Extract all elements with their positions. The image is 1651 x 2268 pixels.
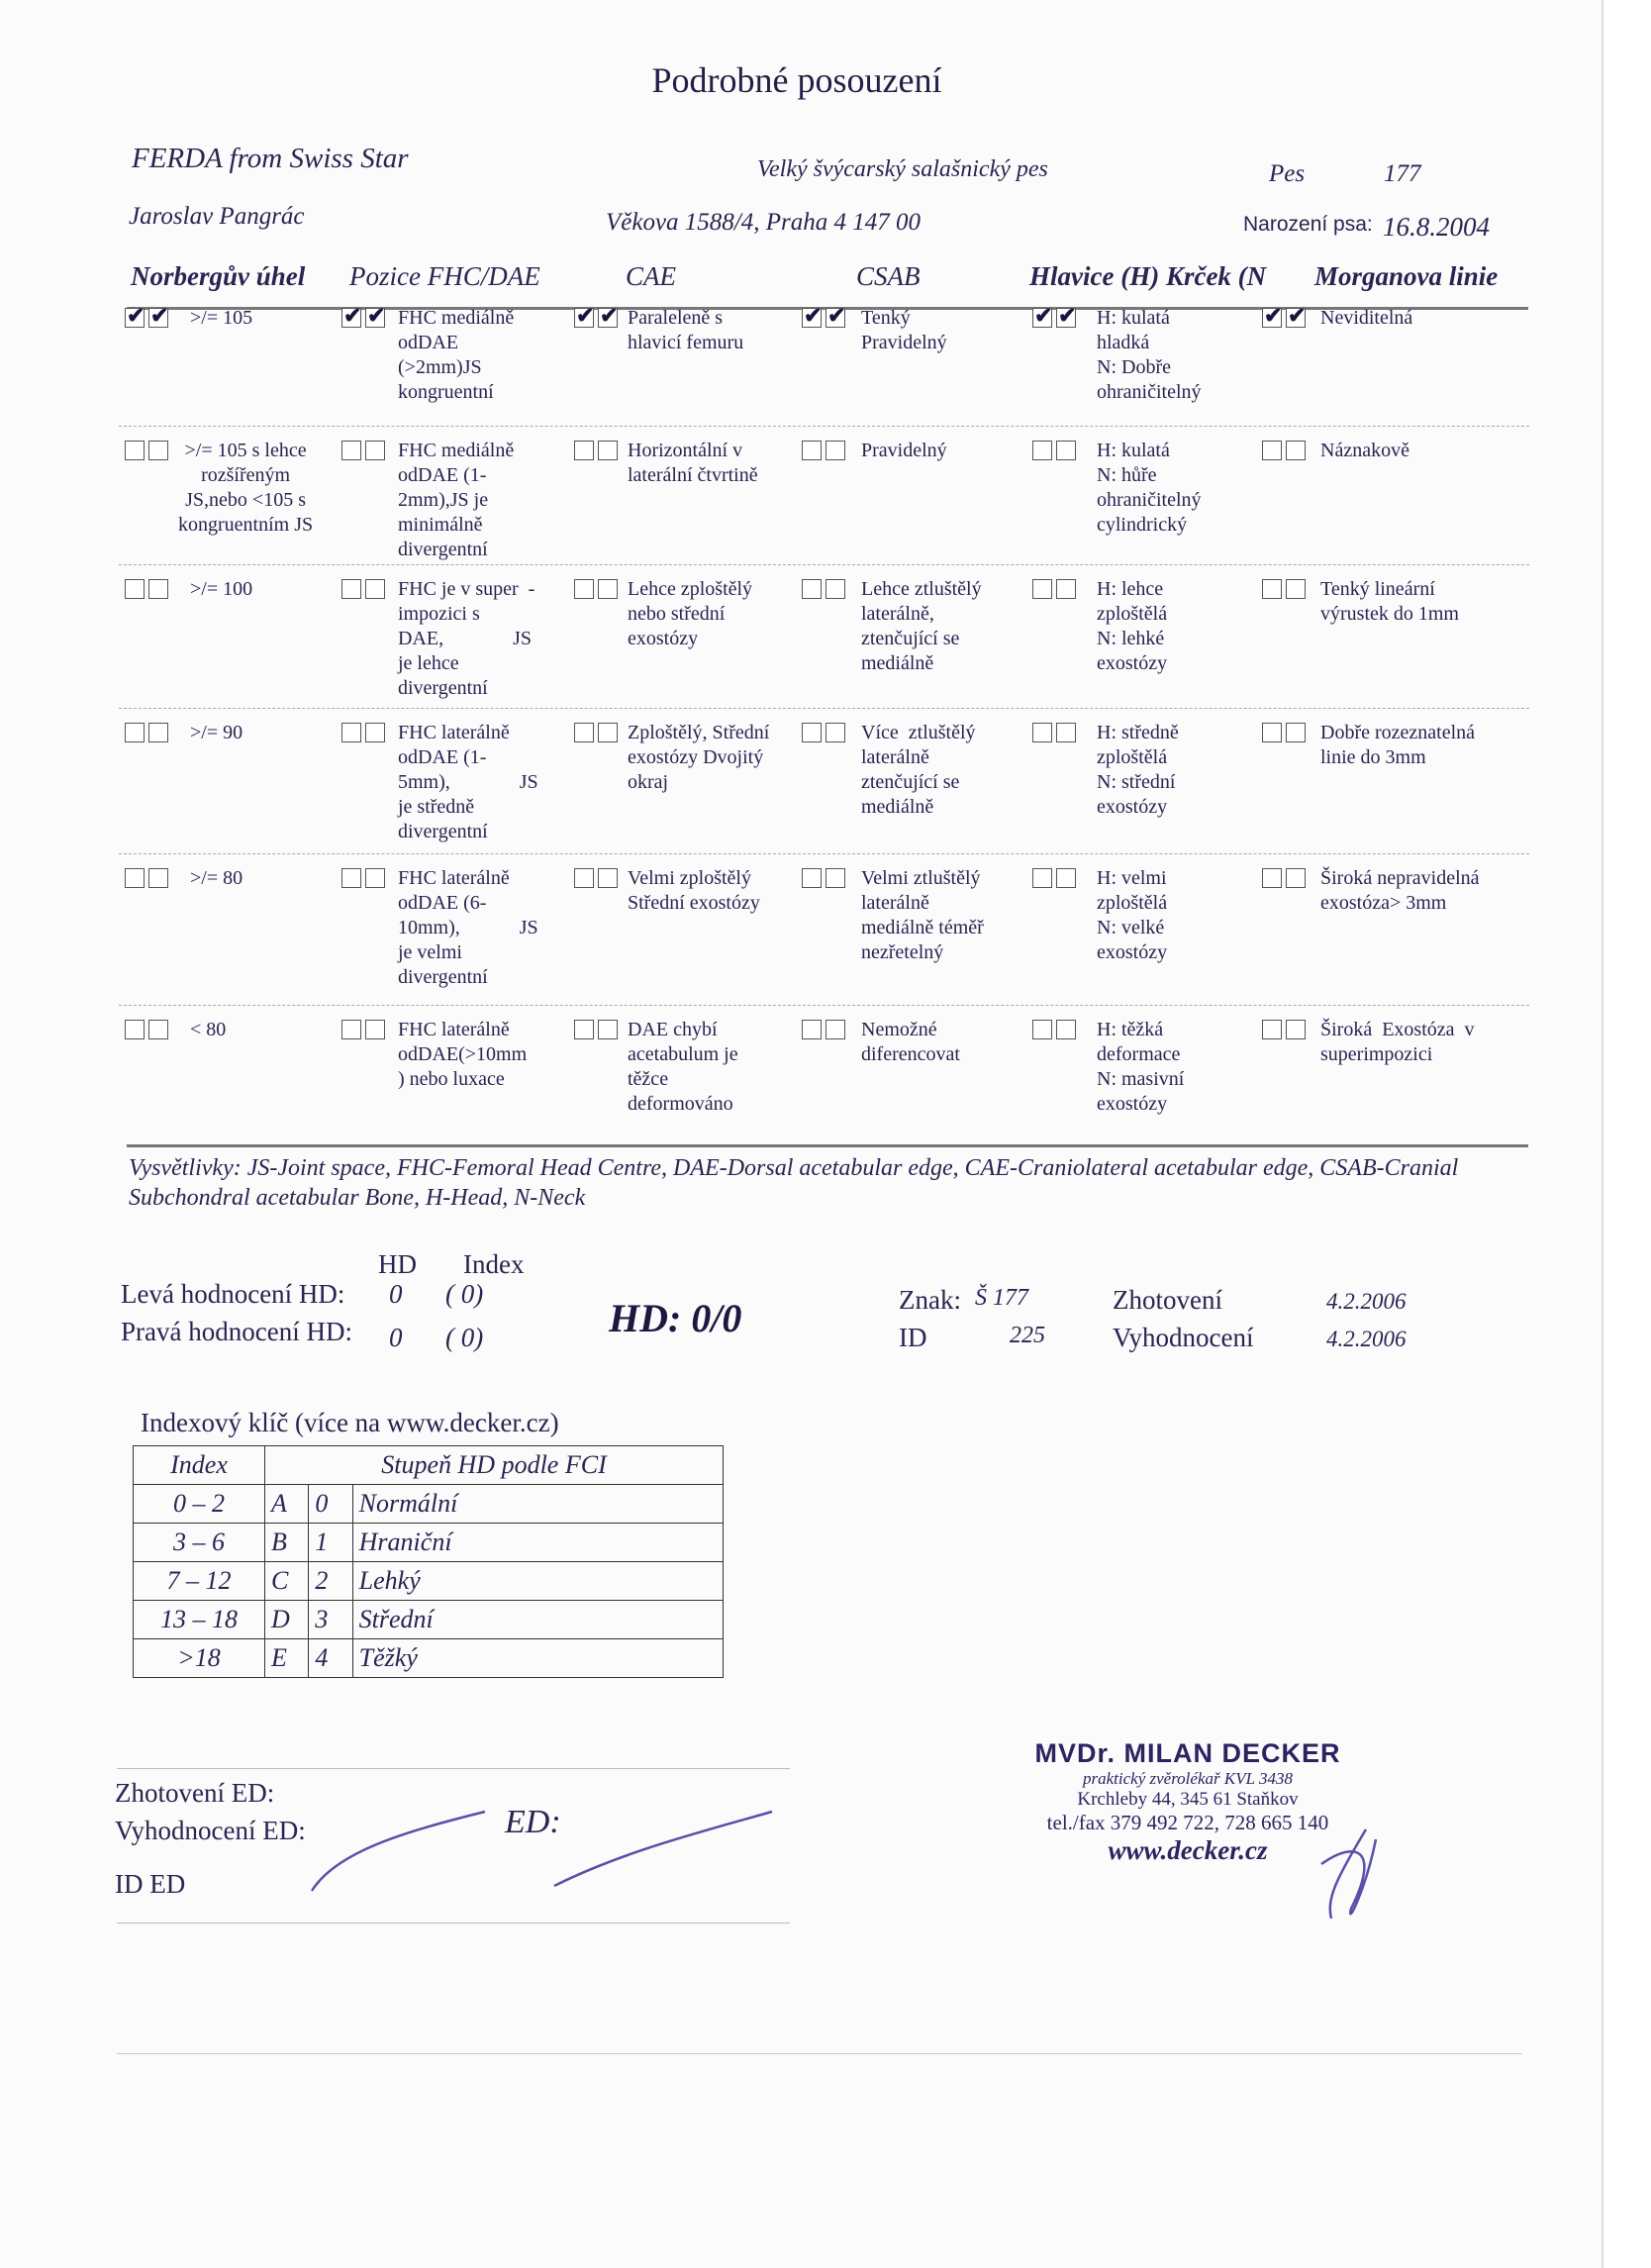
index-key-letter: B xyxy=(265,1524,309,1562)
index-key-grade-name: Normální xyxy=(352,1485,723,1524)
cell-head-neck-row-1: H: kulatá hladká N: Dobře ohraničitelný xyxy=(1097,307,1202,403)
checkbox-right[interactable] xyxy=(598,723,618,742)
checkbox-left[interactable] xyxy=(574,868,594,888)
owner: Jaroslav Pangrác xyxy=(129,203,305,230)
checkbox-left[interactable] xyxy=(1032,723,1052,742)
cell-cae-row-3: Lehce zploštělý nebo střední exostózy xyxy=(628,578,753,649)
cell-head-neck-row-4: H: středně zploštělá N: střední exostózy xyxy=(1097,722,1179,818)
index-key-range: 7 – 12 xyxy=(134,1562,265,1601)
ed-id-label: ID ED xyxy=(115,1869,186,1899)
checkbox-right[interactable] xyxy=(365,441,385,460)
checkbox-pair-fhc-dae xyxy=(341,868,389,888)
checkbox-left[interactable] xyxy=(125,723,145,742)
left-hd-value: 0 xyxy=(389,1279,403,1309)
checkbox-left[interactable] xyxy=(802,441,822,460)
stamp-name: MVDr. MILAN DECKER xyxy=(1034,1738,1341,1768)
checkbox-pair-head-neck xyxy=(1032,441,1080,460)
checked-checkbox-right[interactable] xyxy=(826,308,845,328)
left-index-value: ( 0) xyxy=(445,1279,484,1309)
checkbox-right[interactable] xyxy=(598,579,618,599)
checkbox-pair-norberg xyxy=(125,723,172,742)
col-header-head-neck: Hlavice (H) Krček (N xyxy=(1029,261,1267,291)
ed-stroke-2 xyxy=(554,1812,772,1886)
checkbox-left[interactable] xyxy=(574,1020,594,1039)
checkbox-right[interactable] xyxy=(148,441,168,460)
cell-csab-row-1: Tenký Pravidelný xyxy=(861,307,947,353)
legend-note: Vysvětlivky: JS-Joint space, FHC-Femoral Head Centre, DAE-Dorsal acetabular edge, CAE-Craniolateral acetabular edge, CSAB-Cranial Subchondral acetabular Bone, H-Head, N-Neck xyxy=(129,1155,1459,1211)
index-key-table xyxy=(133,1445,724,1678)
checkbox-left[interactable] xyxy=(1032,579,1052,599)
index-key-range: 13 – 18 xyxy=(134,1601,265,1639)
checkbox-pair-norberg xyxy=(125,579,172,599)
hd-col-label: HD xyxy=(378,1249,417,1279)
cell-fhc-dae-row-1: FHC mediálně odDAE (>2mm)JS kongruentní xyxy=(398,307,515,403)
checkbox-pair-csab xyxy=(802,308,849,328)
cell-fhc-dae-row-4: FHC laterálně odDAE (1- 5mm), JS je středně divergentní xyxy=(398,722,538,842)
checkbox-right[interactable] xyxy=(826,441,845,460)
checkbox-pair-head-neck xyxy=(1032,1020,1080,1039)
cell-head-neck-row-5: H: velmi zploštělá N: velké exostózy xyxy=(1097,867,1168,963)
checkbox-pair-morgan xyxy=(1262,1020,1310,1039)
checkbox-pair-csab xyxy=(802,441,849,460)
cell-morgan-row-4: Dobře rozeznatelná linie do 3mm xyxy=(1320,722,1476,768)
stamp-line2: Krchleby 44, 345 61 Staňkov xyxy=(1077,1789,1299,1810)
checkbox-pair-cae xyxy=(574,308,622,328)
checkbox-left[interactable] xyxy=(125,1020,145,1039)
ed-top-rule xyxy=(117,1768,790,1769)
paper-edge xyxy=(1602,0,1651,2268)
checkbox-pair-cae xyxy=(574,579,622,599)
checkbox-right[interactable] xyxy=(826,1020,845,1039)
checkbox-left[interactable] xyxy=(341,868,361,888)
row-divider xyxy=(119,708,1529,709)
checkbox-right[interactable] xyxy=(148,723,168,742)
index-key-rows xyxy=(134,1485,724,1678)
checked-checkbox-right[interactable] xyxy=(598,308,618,328)
checkbox-right[interactable] xyxy=(1056,723,1076,742)
checkbox-right[interactable] xyxy=(365,1020,385,1039)
checkbox-right[interactable] xyxy=(826,868,845,888)
checkbox-left[interactable] xyxy=(1032,1020,1052,1039)
cell-fhc-dae-row-6: FHC laterálně odDAE(>10mm ) nebo luxace xyxy=(398,1019,528,1090)
index-key-head-grade: Stupeň HD podle FCI xyxy=(265,1446,724,1485)
checkbox-left[interactable] xyxy=(574,441,594,460)
index-key-row xyxy=(134,1601,724,1639)
page-title: Podrobné posouzení xyxy=(651,60,942,100)
right-index-value: ( 0) xyxy=(445,1323,484,1352)
index-key-grade-name: Střední xyxy=(352,1601,723,1639)
col-header-norberg: Norbergův úhel xyxy=(131,261,306,291)
checkbox-left[interactable] xyxy=(125,579,145,599)
checkbox-right[interactable] xyxy=(148,579,168,599)
cell-head-neck-row-3: H: lehce zploštělá N: lehké exostózy xyxy=(1097,578,1168,674)
cell-head-neck-row-2: H: kulatá N: hůře ohraničitelný cylindrický xyxy=(1097,440,1202,536)
checkbox-left[interactable] xyxy=(1032,441,1052,460)
ed-zhotoveni-label: Zhotovení ED: xyxy=(115,1778,275,1808)
index-key-range: 0 – 2 xyxy=(134,1485,265,1524)
checkbox-pair-head-neck xyxy=(1032,308,1080,328)
checkbox-left[interactable] xyxy=(341,441,361,460)
checkbox-pair-head-neck xyxy=(1032,868,1080,888)
checkbox-right[interactable] xyxy=(1056,579,1076,599)
checked-checkbox-left[interactable] xyxy=(802,308,822,328)
checkbox-pair-morgan xyxy=(1262,308,1310,328)
index-key-row xyxy=(134,1562,724,1601)
checkbox-left[interactable] xyxy=(802,1020,822,1039)
cell-csab-row-6: Nemožné diferencovat xyxy=(861,1019,960,1065)
checkbox-right[interactable] xyxy=(1056,868,1076,888)
ed-stroke-1 xyxy=(312,1812,485,1891)
cell-csab-row-5: Velmi ztluštělý laterálně mediálně téměř nezřetelný xyxy=(861,867,984,963)
cell-norberg-row-1: >/= 105 xyxy=(190,307,253,329)
checkbox-left[interactable] xyxy=(125,868,145,888)
col-header-morgan: Morganova linie xyxy=(1314,261,1499,291)
checked-checkbox-right[interactable] xyxy=(1056,308,1076,328)
checkbox-pair-fhc-dae xyxy=(341,308,389,328)
checkbox-pair-cae xyxy=(574,723,622,742)
checkbox-right[interactable] xyxy=(1286,441,1306,460)
checkbox-right[interactable] xyxy=(598,441,618,460)
checkbox-pair-fhc-dae xyxy=(341,723,389,742)
cell-fhc-dae-row-3: FHC je v super - impozici s DAE, JS je lehce divergentní xyxy=(398,578,535,699)
id-label: ID xyxy=(899,1323,927,1352)
index-key-letter: E xyxy=(265,1639,309,1678)
checked-checkbox-left[interactable] xyxy=(341,308,361,328)
index-key-header xyxy=(134,1446,724,1485)
checkbox-right[interactable] xyxy=(148,868,168,888)
checkbox-pair-head-neck xyxy=(1032,579,1080,599)
address: Věkova 1588/4, Praha 4 147 00 xyxy=(606,209,922,236)
checkbox-left[interactable] xyxy=(1262,723,1282,742)
index-key-range: 3 – 6 xyxy=(134,1524,265,1562)
znak-value: Š 177 xyxy=(975,1285,1028,1311)
checkbox-left[interactable] xyxy=(1262,441,1282,460)
cell-csab-row-2: Pravidelný xyxy=(861,440,947,461)
cell-cae-row-4: Zploštělý, Střední exostózy Dvojitý okraj xyxy=(628,722,770,793)
index-key-letter: C xyxy=(265,1562,309,1601)
checkbox-right[interactable] xyxy=(365,579,385,599)
index-key-row xyxy=(134,1639,724,1678)
footer-rule xyxy=(117,2053,1522,2054)
cell-cae-row-1: Paraleleně s hlavicí femuru xyxy=(628,307,744,353)
checkbox-pair-cae xyxy=(574,868,622,888)
checkbox-pair-morgan xyxy=(1262,723,1310,742)
row-divider xyxy=(119,853,1529,854)
checkbox-left[interactable] xyxy=(574,579,594,599)
index-key-grade-name: Těžký xyxy=(352,1639,723,1678)
pes-label: Pes xyxy=(1269,160,1306,187)
checkbox-pair-cae xyxy=(574,1020,622,1039)
index-key-grade: 1 xyxy=(309,1524,352,1562)
znak-label: Znak: xyxy=(899,1285,961,1315)
ed-pen-strokes xyxy=(297,1792,812,1901)
checkbox-left[interactable] xyxy=(802,579,822,599)
checkbox-right[interactable] xyxy=(826,723,845,742)
index-key-range: >18 xyxy=(134,1639,265,1678)
ed-total-label: ED: xyxy=(505,1804,561,1840)
checkbox-right[interactable] xyxy=(1056,1020,1076,1039)
checkbox-pair-csab xyxy=(802,579,849,599)
cell-morgan-row-3: Tenký lineární výrustek do 1mm xyxy=(1320,578,1459,625)
checkbox-pair-norberg xyxy=(125,441,172,460)
index-key-caption: Indexový klíč (více na www.decker.cz) xyxy=(141,1408,559,1437)
hd-total: HD: 0/0 xyxy=(609,1296,742,1340)
checkbox-right[interactable] xyxy=(1056,441,1076,460)
ed-vyhodnoceni-label: Vyhodnocení ED: xyxy=(115,1816,306,1845)
checkbox-left[interactable] xyxy=(125,441,145,460)
checkbox-pair-fhc-dae xyxy=(341,441,389,460)
cell-norberg-row-6: < 80 xyxy=(190,1019,227,1040)
right-hd-label: Pravá hodnocení HD: xyxy=(121,1317,352,1346)
checkbox-pair-csab xyxy=(802,723,849,742)
zhotoveni-date: 4.2.2006 xyxy=(1326,1289,1407,1314)
checkbox-left[interactable] xyxy=(341,1020,361,1039)
checked-checkbox-right[interactable] xyxy=(148,308,168,328)
signature-stroke xyxy=(1321,1829,1376,1919)
checkbox-left[interactable] xyxy=(1262,579,1282,599)
cell-morgan-row-6: Široká Exostóza v superimpozici xyxy=(1320,1019,1475,1065)
cell-cae-row-5: Velmi zploštělý Střední exostózy xyxy=(628,867,760,914)
checkbox-right[interactable] xyxy=(365,868,385,888)
cell-fhc-dae-row-5: FHC laterálně odDAE (6- 10mm), JS je velmi divergentní xyxy=(398,867,538,988)
grid-bottom-rule xyxy=(127,1144,1528,1147)
index-key-grade-name: Hraniční xyxy=(352,1524,723,1562)
checked-checkbox-left[interactable] xyxy=(1262,308,1282,328)
index-key-letter: D xyxy=(265,1601,309,1639)
checkbox-right[interactable] xyxy=(1286,579,1306,599)
checkbox-pair-cae xyxy=(574,441,622,460)
row-divider xyxy=(119,564,1529,565)
checkbox-right[interactable] xyxy=(365,723,385,742)
checkbox-left[interactable] xyxy=(802,868,822,888)
index-key-grade: 4 xyxy=(309,1639,352,1678)
checkbox-right[interactable] xyxy=(1286,868,1306,888)
birth-date: 16.8.2004 xyxy=(1383,212,1490,242)
row-divider xyxy=(119,1005,1529,1006)
checkbox-right[interactable] xyxy=(598,1020,618,1039)
dog-name: FERDA from Swiss Star xyxy=(132,143,409,174)
checkbox-right[interactable] xyxy=(1286,1020,1306,1039)
checkbox-pair-norberg xyxy=(125,308,172,328)
index-key-row xyxy=(134,1524,724,1562)
checkbox-pair-morgan xyxy=(1262,868,1310,888)
col-header-fhc-dae: Pozice FHC/DAE xyxy=(349,261,540,291)
checkbox-left[interactable] xyxy=(341,579,361,599)
checked-checkbox-right[interactable] xyxy=(1286,308,1306,328)
checkbox-pair-norberg xyxy=(125,1020,172,1039)
checkbox-pair-fhc-dae xyxy=(341,1020,389,1039)
id-value: 225 xyxy=(1010,1323,1045,1348)
index-key-grade-name: Lehký xyxy=(352,1562,723,1601)
cell-morgan-row-2: Náznakově xyxy=(1320,440,1409,461)
cell-fhc-dae-row-2: FHC mediálně odDAE (1- 2mm),JS je minimálně divergentní xyxy=(398,440,515,560)
checkbox-right[interactable] xyxy=(826,579,845,599)
vyhodnoceni-date: 4.2.2006 xyxy=(1326,1327,1407,1351)
cell-norberg-row-4: >/= 90 xyxy=(190,722,243,743)
cell-csab-row-3: Lehce ztluštělý laterálně, ztenčující se mediálně xyxy=(861,578,982,674)
col-header-csab: CSAB xyxy=(856,261,921,291)
checkbox-right[interactable] xyxy=(1286,723,1306,742)
index-key-grade: 3 xyxy=(309,1601,352,1639)
index-key-head-index: Index xyxy=(134,1446,265,1485)
index-key-row xyxy=(134,1485,724,1524)
checked-checkbox-right[interactable] xyxy=(365,308,385,328)
row-divider xyxy=(119,426,1529,427)
cell-head-neck-row-6: H: těžká deformace N: masivní exostózy xyxy=(1097,1019,1185,1115)
checkbox-left[interactable] xyxy=(1032,868,1052,888)
breed: Velký švýcarský salašnický pes xyxy=(757,156,1048,182)
checkbox-pair-norberg xyxy=(125,868,172,888)
index-key-grade: 2 xyxy=(309,1562,352,1601)
cell-norberg-row-2: >/= 105 s lehce rozšířeným JS,nebo <105 s kongruentním JS xyxy=(178,440,314,536)
zhotoveni-label: Zhotovení xyxy=(1113,1285,1222,1315)
stamp-web: www.decker.cz xyxy=(1108,1835,1268,1865)
checked-checkbox-left[interactable] xyxy=(574,308,594,328)
signature xyxy=(1307,1820,1396,1938)
right-hd-value: 0 xyxy=(389,1323,403,1352)
checkbox-pair-csab xyxy=(802,1020,849,1039)
checkbox-left[interactable] xyxy=(574,723,594,742)
index-col-label: Index xyxy=(463,1249,525,1279)
checkbox-pair-morgan xyxy=(1262,441,1310,460)
cell-norberg-row-3: >/= 100 xyxy=(190,578,253,600)
checkbox-pair-morgan xyxy=(1262,579,1310,599)
index-key-grade: 0 xyxy=(309,1485,352,1524)
checkbox-left[interactable] xyxy=(1262,1020,1282,1039)
cell-norberg-row-5: >/= 80 xyxy=(190,867,243,889)
checkbox-pair-fhc-dae xyxy=(341,579,389,599)
cell-csab-row-4: Více ztluštělý laterálně ztenčující se mediálně xyxy=(861,722,976,818)
cell-morgan-row-5: Široká nepravidelná exostóza> 3mm xyxy=(1320,867,1480,914)
cell-morgan-row-1: Neviditelná xyxy=(1320,307,1413,329)
left-hd-label: Levá hodnocení HD: xyxy=(121,1279,345,1309)
checkbox-left[interactable] xyxy=(341,723,361,742)
checkbox-right[interactable] xyxy=(148,1020,168,1039)
cell-cae-row-6: DAE chybí acetabulum je těžce deformováno xyxy=(628,1019,738,1115)
checked-checkbox-left[interactable] xyxy=(1032,308,1052,328)
stamp-line1: praktický zvěrolékař KVL 3438 xyxy=(1083,1769,1293,1788)
pes-number: 177 xyxy=(1384,160,1421,187)
birth-label: Narození psa: xyxy=(1243,213,1373,236)
checkbox-pair-csab xyxy=(802,868,849,888)
checkbox-right[interactable] xyxy=(598,868,618,888)
checkbox-left[interactable] xyxy=(1262,868,1282,888)
col-header-cae: CAE xyxy=(626,261,676,291)
stamp-line3: tel./fax 379 492 722, 728 665 140 xyxy=(1046,1811,1329,1834)
index-key-letter: A xyxy=(265,1485,309,1524)
checkbox-pair-head-neck xyxy=(1032,723,1080,742)
cell-cae-row-2: Horizontální v laterální čtvrtině xyxy=(628,440,758,486)
vyhodnoceni-label: Vyhodnocení xyxy=(1113,1323,1254,1352)
checked-checkbox-left[interactable] xyxy=(125,308,145,328)
checkbox-left[interactable] xyxy=(802,723,822,742)
